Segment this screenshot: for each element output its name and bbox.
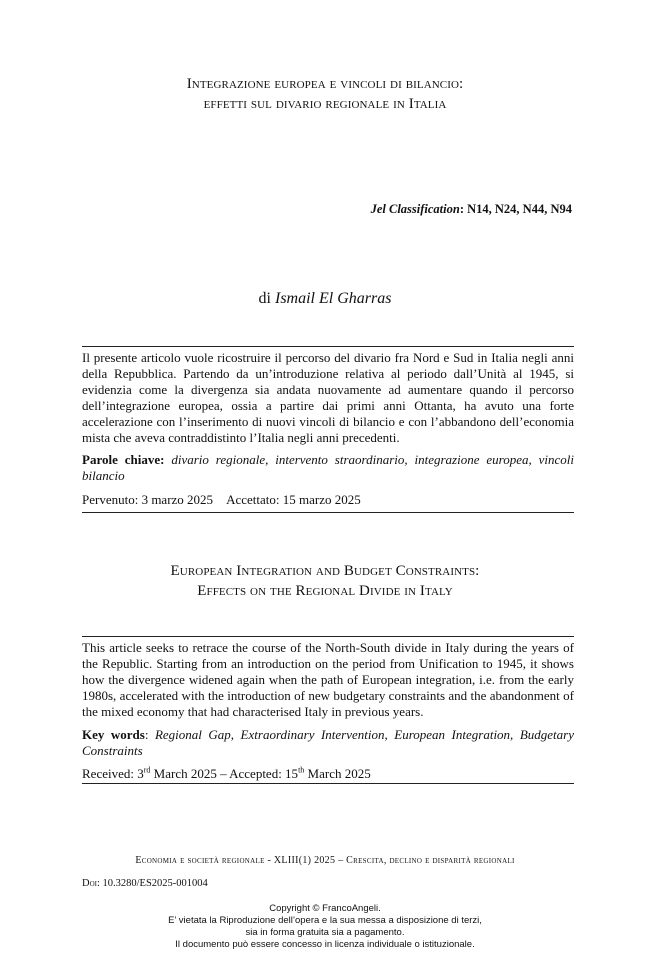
italian-title bbox=[0, 74, 650, 114]
copyright-line: Copyright © FrancoAngeli. bbox=[269, 903, 381, 914]
english-abstract-top-rule bbox=[82, 636, 574, 637]
copyright-line: sia in forma gratuita sia a pagamento. bbox=[245, 927, 405, 938]
author-line bbox=[0, 290, 650, 308]
author-name: Ismail El Gharras bbox=[275, 290, 392, 307]
jel-classification bbox=[371, 202, 572, 217]
italian-received: Pervenuto: 3 marzo 2025 bbox=[82, 492, 214, 507]
italian-keywords bbox=[82, 452, 574, 484]
english-accepted-rest: March 2025 bbox=[304, 766, 371, 781]
english-title-line2: Effects on the Regional Divide in Italy bbox=[197, 583, 453, 599]
italian-abstract-top-rule bbox=[82, 346, 574, 347]
author-prefix: di bbox=[258, 290, 271, 307]
italian-keywords-list: divario regionale, intervento straordinario, integrazione europea, vincoli bilancio bbox=[82, 452, 574, 483]
english-abstract-bottom-rule bbox=[82, 783, 574, 784]
jel-label: Jel Classification bbox=[370, 202, 460, 216]
english-received-rest: March 2025 – Accepted: 15 bbox=[150, 766, 299, 781]
italian-abstract: Il presente articolo vuole ricostruire il percorso del divario fra Nord e Sud in Italia negli anni della Repubblica. Partendo da un’introduzione relativa al periodo dall’Unità al 1945, si evidenzia come la divergenza sia andata nuovamente ad aumentare quando il percorso dell’integrazione europea, ossia a partire dai primi anni Ottanta, ha avuto una forte accelerazione con l’inserimento di nuovi vincoli di bilancio e con l’abbandono dell’economia mista che aveva contraddistinto l’Italia negli anni precedenti. bbox=[82, 350, 574, 445]
doi: Doi: 10.3280/ES2025-001004 bbox=[82, 878, 208, 889]
copyright-line: E’ vietata la Riproduzione dell’opera e la sua messa a disposizione di terzi, bbox=[168, 915, 482, 926]
jel-codes: : N14, N24, N44, N94 bbox=[459, 202, 572, 216]
italian-accepted: Accettato: 15 marzo 2025 bbox=[226, 492, 361, 507]
english-keywords: Key words: Regional Gap, Extraordinary Intervention, European Integration, Budgetary Constraints bbox=[82, 727, 574, 758]
english-received-sup: rd bbox=[143, 765, 151, 775]
italian-abstract-bottom-rule bbox=[82, 512, 574, 513]
copyright-line: Il documento può essere concesso in licenza individuale o istituzionale. bbox=[175, 939, 475, 950]
journal-footer: Economia e società regionale - XLIII(1) 2025 – Crescita, declino e disparità regionali bbox=[135, 855, 515, 866]
italian-dates bbox=[82, 492, 574, 508]
italian-keywords-label: Parole chiave: bbox=[82, 452, 165, 467]
english-keywords-list: Regional Gap, Extraordinary Intervention, European Integration, Budgetary Constraints bbox=[82, 727, 574, 758]
english-abstract: This article seeks to retrace the course of the North-South divide in Italy during the years of the Republic. Starting from an introduction on the period from Unification to 1945, it shows how the divergence widened again when the path of European integration, i.e. from the early 1980s, accelerated with the introduction of new budgetary constraints and the abandonment of the mixed economy that had characterised Italy in previous years. bbox=[82, 640, 574, 719]
italian-title-line1: Integrazione europea e vincoli di bilancio: bbox=[186, 76, 464, 92]
english-title bbox=[0, 561, 650, 601]
english-keywords-label: Key words bbox=[82, 727, 145, 742]
italian-title-line2: effetti sul divario regionale in Italia bbox=[203, 96, 447, 112]
copyright-notice bbox=[0, 903, 650, 951]
english-dates bbox=[82, 766, 574, 782]
english-title-line1: European Integration and Budget Constraints: bbox=[170, 563, 480, 579]
english-accepted-sup: th bbox=[298, 765, 305, 775]
english-received-prefix: Received: 3 bbox=[82, 766, 144, 781]
